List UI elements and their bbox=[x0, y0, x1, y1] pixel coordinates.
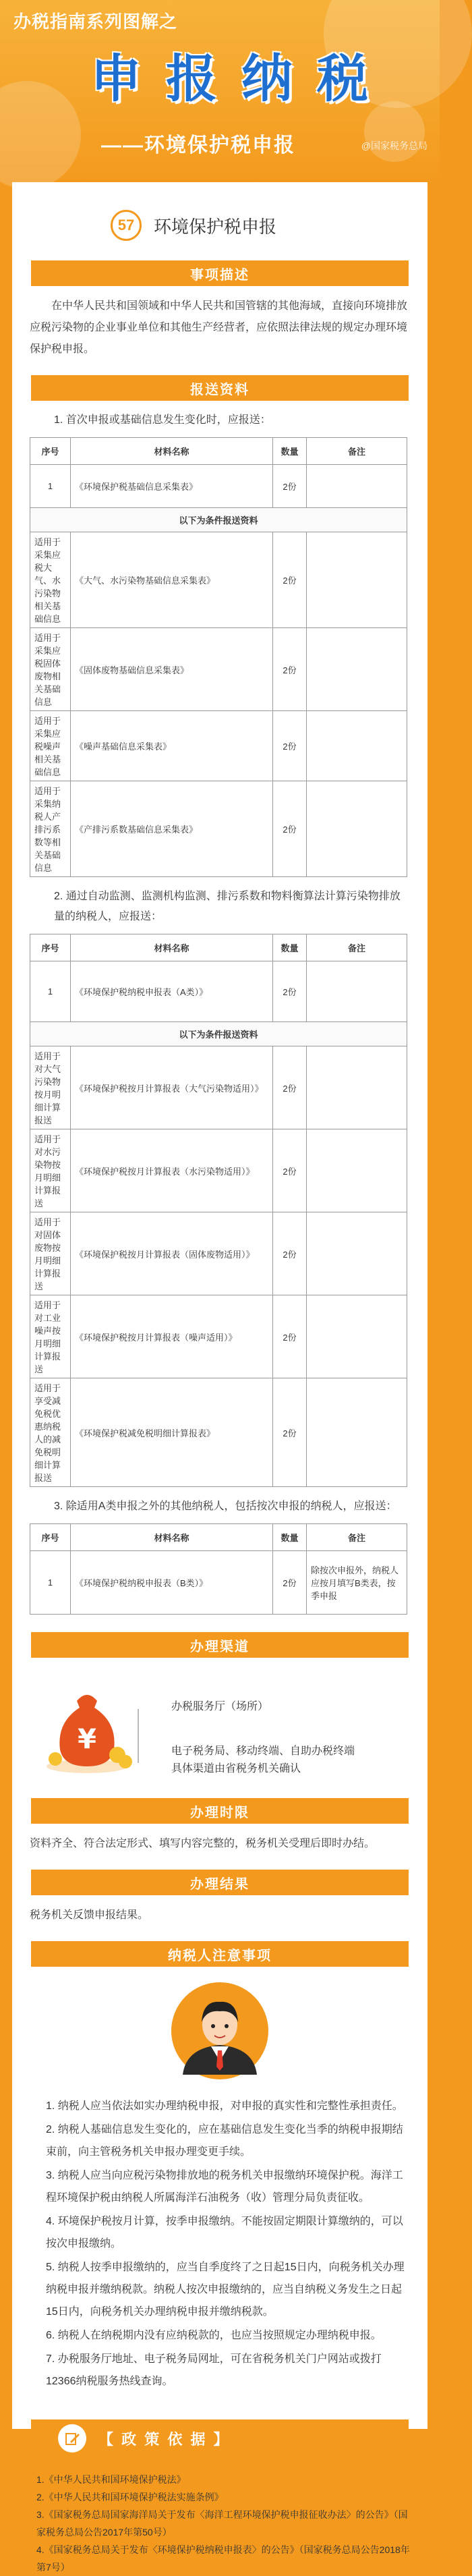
avatar-icon bbox=[169, 1980, 270, 2081]
table-row bbox=[30, 961, 407, 1022]
cell-cond: 适用于采集应税固体废物相关基础信息 bbox=[30, 628, 71, 711]
table-row bbox=[30, 1129, 407, 1212]
col-header: 序号 bbox=[30, 934, 71, 961]
avatar-block bbox=[30, 1980, 410, 2081]
note-item: 1. 纳税人应当依法如实办理纳税申报，对申报的真实性和完整性承担责任。 bbox=[46, 2100, 403, 2112]
cond-label: 以下为条件报送资料 bbox=[30, 508, 407, 532]
channel-online-1: 电子税务局、移动终端、自助办税终端 bbox=[171, 1745, 355, 1757]
item-heading bbox=[30, 205, 410, 246]
section-banner-notes: 纳税人注意事项 bbox=[31, 1941, 409, 1967]
cell-seq: 1 bbox=[30, 465, 71, 508]
cell-qty: 2份 bbox=[273, 465, 307, 508]
cell-cond: 适用于对固体废物按月明细计算报送 bbox=[30, 1212, 71, 1295]
header-title bbox=[81, 39, 378, 113]
cell-remark: 除按次申报外，纳税人应按月填写B类表，按季申报 bbox=[307, 1551, 407, 1615]
note-item: 5. 纳税人按季申报缴纳的，应当自季度终了之日起15日内，向税务机关办理纳税申报并缴纳税款。纳税人按次申报缴纳的，应当自纳税义务发生之日起15日内，向税务机关办理纳税申报并缴纳税款。 bbox=[46, 2262, 405, 2318]
table-row bbox=[30, 1046, 407, 1129]
table-row bbox=[30, 508, 407, 532]
cell-qty: 2份 bbox=[273, 1551, 307, 1615]
cell-cond: 适用于对工业噪声按月明细计算报送 bbox=[30, 1295, 71, 1378]
cell-seq: 1 bbox=[30, 961, 71, 1022]
title-char: 税 bbox=[317, 50, 368, 108]
table-row bbox=[30, 1212, 407, 1295]
header-subtitle: ——环境保护税申报 bbox=[101, 134, 295, 157]
table-row bbox=[30, 465, 407, 508]
cell-qty: 2份 bbox=[273, 711, 307, 781]
section-banner-result: 办理结果 bbox=[31, 1870, 409, 1895]
col-header: 材料名称 bbox=[71, 934, 273, 961]
timing-text: 资料齐全、符合法定形式、填写内容完整的，税务机关受理后即时办结。 bbox=[30, 1838, 376, 1849]
cell-name: 《产排污系数基础信息采集表》 bbox=[71, 781, 273, 877]
cell-cond: 适用于采集应税噪声相关基础信息 bbox=[30, 711, 71, 781]
channel-block bbox=[30, 1669, 410, 1783]
col-header: 备注 bbox=[307, 934, 407, 961]
cell-seq: 1 bbox=[30, 1551, 71, 1615]
cell-cond: 适用于对水污染物按月明细计算报送 bbox=[30, 1129, 71, 1212]
content-card bbox=[12, 182, 427, 2573]
cell-qty: 2份 bbox=[273, 628, 307, 711]
materials-intro-3: 3. 除适用A类申报之外的其他纳税人，包括按次申报的纳税人，应报送： bbox=[54, 1501, 397, 1512]
col-header: 序号 bbox=[30, 438, 71, 465]
table-row bbox=[30, 532, 407, 628]
section-banner-channel: 办理渠道 bbox=[31, 1632, 409, 1658]
money-bag-icon bbox=[36, 1675, 138, 1776]
note-item: 3. 纳税人应当向应税污染物排放地的税务机关申报缴纳环境保护税。海洋工程环境保护税由纳税人所属海洋石油税务（收）管理分局负责征收。 bbox=[46, 2170, 403, 2204]
col-header: 数量 bbox=[273, 438, 307, 465]
section-banner-desc: 事项描述 bbox=[31, 260, 409, 286]
materials-intro-1: 1. 首次申报或基础信息发生变化时，应报送： bbox=[54, 414, 271, 426]
channel-online-2: 具体渠道由省税务机关确认 bbox=[171, 1763, 301, 1774]
table-row bbox=[30, 1378, 407, 1487]
svg-text:¥: ¥ bbox=[78, 1724, 96, 1755]
policy-header bbox=[31, 2419, 409, 2457]
header-banner bbox=[0, 0, 440, 182]
note-item: 7. 办税服务厅地址、电子税务局网址，可在省税务机关门户网站或拨打12366纳税服务热线查询。 bbox=[46, 2353, 382, 2387]
cell-qty: 2份 bbox=[273, 961, 307, 1022]
item-number: 57 bbox=[111, 210, 142, 241]
title-char: 报 bbox=[166, 50, 217, 108]
col-header: 数量 bbox=[273, 1524, 307, 1551]
table-row bbox=[30, 1551, 407, 1615]
section-banner-timing: 办理时限 bbox=[31, 1798, 409, 1824]
col-header: 备注 bbox=[307, 1524, 407, 1551]
materials-intro-2: 2. 通过自动监测、监测机构监测、排污系数和物料衡算法计算污染物排放量的纳税人，应报送： bbox=[54, 891, 401, 922]
col-header: 备注 bbox=[307, 438, 407, 465]
title-char: 申 bbox=[90, 50, 142, 108]
policy-block bbox=[30, 2419, 410, 2576]
connector-line bbox=[138, 1709, 165, 1763]
cell-qty: 2份 bbox=[273, 532, 307, 628]
col-header: 材料名称 bbox=[71, 438, 273, 465]
brand-watermark: @国家税务总局 bbox=[361, 140, 427, 151]
section-banner-materials: 报送资料 bbox=[31, 375, 409, 401]
item-title: 环境保护税申报 bbox=[154, 216, 277, 237]
policy-item: 2.《中华人民共和国环境保护税法实施条例》 bbox=[36, 2492, 224, 2502]
cell-qty: 2份 bbox=[273, 1129, 307, 1212]
policy-item: 3.《国家税务总局国家海洋局关于发布〈海洋工程环境保护税申报征收办法〉的公告》（国家税务总局公告2017年第50号） bbox=[36, 2509, 408, 2538]
table-row bbox=[30, 1022, 407, 1046]
cell-cond: 适用于采集应税大气、水污染物相关基础信息 bbox=[30, 532, 71, 628]
cell-name: 《环境保护税按月计算报表（噪声适用）》 bbox=[71, 1295, 273, 1378]
cell-qty: 2份 bbox=[273, 781, 307, 877]
cell-cond: 适用于对大气污染物按月明细计算报送 bbox=[30, 1046, 71, 1129]
cell-name: 《噪声基础信息采集表》 bbox=[71, 711, 273, 781]
cond-label: 以下为条件报送资料 bbox=[30, 1022, 407, 1046]
col-header: 序号 bbox=[30, 1524, 71, 1551]
col-header: 材料名称 bbox=[71, 1524, 273, 1551]
cell-remark bbox=[307, 465, 407, 508]
table-row bbox=[30, 1295, 407, 1378]
cell-name: 《环境保护税按月计算报表（固体废物适用）》 bbox=[71, 1212, 273, 1295]
desc-text: 在中华人民共和国领域和中华人民共和国管辖的其他海域，直接向环境排放应税污染物的企业事业单位和其他生产经营者，应依照法律法规的规定办理环境保护税申报。 bbox=[30, 300, 408, 355]
table-row bbox=[30, 711, 407, 781]
cell-cond: 适用于采集纳税人产排污系数等相关基础信息 bbox=[30, 781, 71, 877]
cell-qty: 2份 bbox=[273, 1378, 307, 1487]
result-text: 税务机关反馈申报结果。 bbox=[30, 1909, 149, 1921]
cell-remark bbox=[307, 961, 407, 1022]
cell-name: 《环境保护税纳税申报表（B类）》 bbox=[71, 1551, 273, 1615]
table-row bbox=[30, 628, 407, 711]
note-item: 4. 环境保护税按月计算，按季申报缴纳。不能按固定期限计算缴纳的，可以按次申报缴纳。 bbox=[46, 2216, 403, 2249]
cell-name: 《环境保护税减免税明细计算报表》 bbox=[71, 1378, 273, 1487]
channel-hall: 办税服务厅（场所） bbox=[171, 1701, 269, 1712]
materials-table-2 bbox=[30, 934, 407, 1487]
materials-table-1 bbox=[30, 437, 407, 877]
cell-name: 《环境保护税基础信息采集表》 bbox=[71, 465, 273, 508]
policy-list bbox=[30, 2457, 410, 2576]
cell-name: 《环境保护税按月计算报表（大气污染物适用）》 bbox=[71, 1046, 273, 1129]
table-row bbox=[30, 781, 407, 877]
series-label: 办税指南系列图解之 bbox=[13, 11, 178, 32]
cell-name: 《固体废物基础信息采集表》 bbox=[71, 628, 273, 711]
cell-qty: 2份 bbox=[273, 1295, 307, 1378]
cell-cond: 适用于享受减免税优惠纳税人的减免税明细计算报送 bbox=[30, 1378, 71, 1487]
policy-item: 1.《中华人民共和国环境保护税法》 bbox=[36, 2474, 186, 2485]
pencil-icon bbox=[58, 2424, 86, 2453]
cell-name: 《环境保护税纳税申报表（A类）》 bbox=[71, 961, 273, 1022]
cell-qty: 2份 bbox=[273, 1212, 307, 1295]
note-item: 2. 纳税人基础信息发生变化的，应在基础信息发生变化当季的纳税申报期结束前，向主管税务机关申报办理变更手续。 bbox=[46, 2124, 403, 2158]
col-header: 数量 bbox=[273, 934, 307, 961]
cell-name: 《大气、水污染物基础信息采集表》 bbox=[71, 532, 273, 628]
policy-title: 【 政 策 依 据 】 bbox=[98, 2430, 231, 2448]
policy-item: 4.《国家税务总局关于发布〈环境保护税纳税申报表〉的公告》（国家税务总局公告2018年第7号） bbox=[36, 2544, 410, 2573]
note-item: 6. 纳税人在纳税期内没有应纳税款的，也应当按照规定办理纳税申报。 bbox=[46, 2330, 382, 2341]
title-char: 纳 bbox=[241, 50, 293, 108]
cell-qty: 2份 bbox=[273, 1046, 307, 1129]
cell-name: 《环境保护税按月计算报表（水污染物适用）》 bbox=[71, 1129, 273, 1212]
materials-table-3 bbox=[30, 1523, 407, 1615]
